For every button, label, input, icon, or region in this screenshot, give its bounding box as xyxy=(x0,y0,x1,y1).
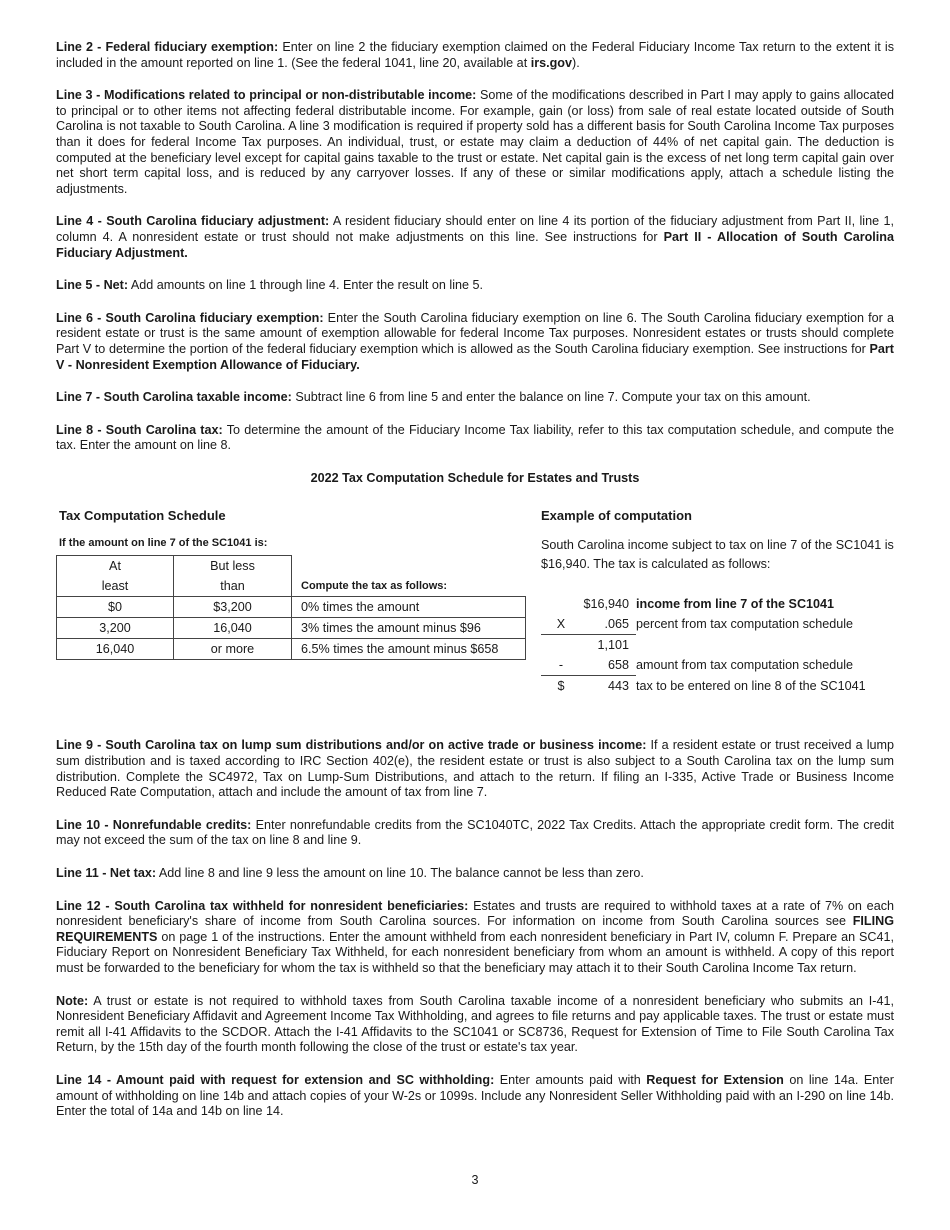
table-row: $0 $3,200 0% times the amount xyxy=(57,596,526,617)
line-11-label: Line 11 - Net tax: xyxy=(56,866,157,881)
line-7-paragraph: Line 7 - South Carolina taxable income: Subtract line 6 from line 5 and enter the balance on line 7. Compute your tax on this amount. xyxy=(56,390,811,405)
line-11-paragraph: Line 11 - Net tax: Add line 8 and line 9 less the amount on line 10. The balance cannot be less than zero. xyxy=(56,866,644,881)
example-row: $ 443 tax to be entered on line 8 of the SC1041 xyxy=(541,676,866,697)
table-header-row-2: least than Compute the tax as follows: xyxy=(57,576,526,597)
example-row: X .065 percent from tax computation schedule xyxy=(556,617,854,632)
line-9-paragraph: Line 9 - South Carolina tax on lump sum distributions and/or on active trade or business income: If a resident estate or trust received a lump sum distribution and is taxed according to IRC Section 402(e), the resident estate or trust is also subject to a South Carolina tax on the lump sum distribution. Complete the SC4972, Tax on Lump-Sum Distributions, and attach to the return. If filing an I-335, Active Trade or Business Income Reduced Rate Computation, attach and include the amount of tax from line 7. xyxy=(56,738,895,800)
line-5-label: Line 5 - Net: xyxy=(56,278,129,293)
table-row: 16,040 or more 6.5% times the amount minus $658 xyxy=(57,638,526,659)
line-10-paragraph: Line 10 - Nonrefundable credits: Enter nonrefundable credits from the SC1040TC, 2022 Tax Credits. Attach the appropriate credit form. The credit may not exceed the sum of the tax on line 8 and line 9. xyxy=(56,817,894,848)
page-number: 3 xyxy=(471,1173,479,1187)
irs-link-text: irs.gov xyxy=(530,55,572,70)
example-row: $16,940 income from line 7 of the SC1041 xyxy=(583,597,835,612)
document-page xyxy=(56,40,894,1137)
line-8-label: Line 8 - South Carolina tax: xyxy=(56,422,223,437)
col-less-than-header: But less xyxy=(174,555,292,576)
line-2-label: Line 2 - Federal fiduciary exemption: xyxy=(56,40,279,54)
line-4-label: Line 4 - South Carolina fiduciary adjustment: xyxy=(56,214,330,229)
line-7-label: Line 7 - South Carolina taxable income: xyxy=(56,390,292,405)
line-6-label: Line 6 - South Carolina fiduciary exemption: xyxy=(56,310,324,325)
example-row: 1,101 xyxy=(541,635,866,656)
note-paragraph: Note: A trust or estate is not required to withhold taxes from South Carolina taxable income of a nonresident beneficiary who submits an I-41, Nonresident Beneficiary Affidavit and Agreement Income Tax Withholding, and agrees to file returns and pay applicable taxes. The trust or estate must remit all I-41 Affidavits to the SCDOR. Attach the I-41 Affidavits to the SC1041 or SC8736, Request for Extension of Time to File South Carolina Tax Return, by the 15th day of the fourth month following the close of the trust or estate's tax year. xyxy=(56,993,894,1055)
schedule-header: Tax Computation Schedule xyxy=(59,508,226,524)
line-6-paragraph: Line 6 - South Carolina fiduciary exemption: Enter the South Carolina fiduciary exemption on line 6. The South Carolina fiduciary exemption for a resident estate or trust is the same amount of exemption allowable for federal Income Tax purposes. Nonresident estates or trusts should complete Part V to determine the portion of the federal fiduciary exemption which is allowed as the South Carolina fiduciary exemption. See instructions for Part V - Nonresident Exemption Allowance of Fiduciary. xyxy=(56,310,894,372)
example-table xyxy=(541,594,866,696)
line-12-label: Line 12 - South Carolina tax withheld for nonresident beneficiaries: xyxy=(56,898,469,913)
lines-top xyxy=(56,40,894,454)
tax-computation-section xyxy=(56,508,894,738)
table-row: 3,200 16,040 3% times the amount minus $96 xyxy=(57,617,526,638)
note-label: Note: xyxy=(56,993,89,1008)
line-2-paragraph: Line 2 - Federal fiduciary exemption: Enter on line 2 the fiduciary exemption claimed on the Federal Fiduciary Income Tax return to the extent it is included in the amount reported on line 1. (See the federal 1041, line 20, available at irs.gov). xyxy=(56,40,894,70)
lines-bottom xyxy=(56,738,894,1119)
line-9-label: Line 9 - South Carolina tax on lump sum distributions and/or on active trade or business income: xyxy=(56,738,647,753)
line-8-paragraph: Line 8 - South Carolina tax: To determine the amount of the Fiduciary Income Tax liability, refer to this tax computation schedule, and compute the tax. Enter the amount on line 8. xyxy=(56,422,894,453)
example-row: - 658 amount from tax computation schedule xyxy=(558,658,854,673)
example-intro: South Carolina income subject to tax on line 7 of the SC1041 is $16,940. The tax is calculated as follows: xyxy=(541,538,894,572)
line-3-paragraph: Line 3 - Modifications related to principal or non-distributable income: Some of the modifications described in Part I may apply to gains allocated to principal or to other items not affecting federal distributable income. For example, gain (or loss) from sale of real estate located outside of South Carolina is not taxable to South Carolina. A line 3 modification is required if property sold has a different basis for South Carolina Income Tax purposes than it does for federal Income Tax purposes. An individual, trust, or estate may claim a deduction of 44% of net capital gain. The deduction is computed at the beneficiary level except for capital gains taxable to the trust or estate. Net capital gain is the excess of net long term capital gain over net short term capital loss, and is reduced by any carryover losses. If any of these or similar modifications apply, attach a schedule listing the adjustments. xyxy=(56,88,894,196)
line-5-paragraph: Line 5 - Net: Add amounts on line 1 through line 4. Enter the result on line 5. xyxy=(56,278,484,293)
line-14-label: Line 14 - Amount paid with request for extension and SC withholding: xyxy=(56,1072,495,1087)
col-at-least-header: At xyxy=(57,555,174,576)
line-10-label: Line 10 - Nonrefundable credits: xyxy=(56,817,252,832)
schedule-title: 2022 Tax Computation Schedule for Estates and Trusts xyxy=(310,470,640,485)
col-compute-header: Compute the tax as follows: xyxy=(292,576,526,597)
schedule-subheader: If the amount on line 7 of the SC1041 is: xyxy=(59,537,268,550)
line-3-label: Line 3 - Modifications related to principal or non-distributable income: xyxy=(56,88,477,103)
line-12-paragraph: Line 12 - South Carolina tax withheld for nonresident beneficiaries: Estates and trusts are required to withhold taxes at a rate of 7% on each nonresident beneficiary's share of income from South Carolina sources. For information on income from South Carolina sources see FILING REQUIREMENTS on page 1 of the instructions. Enter the amount withheld from each nonresident beneficiary in Part IV, column F. Prepare an SC41, Fiduciary Report on Nonresident Beneficiary Tax Withheld, for each nonresident beneficiary from whom an amount is withheld. A copy of this report must be forwarded to the beneficiary for whom the tax is withheld so that the beneficiary may attach it to their South Carolina Income Tax return. xyxy=(56,898,894,975)
line-14-paragraph: Line 14 - Amount paid with request for extension and SC withholding: Enter amounts paid with Request for Extension on line 14a. Enter amount of withholding on line 14b and attach copies of your W-2s or 1099s. Include any Nonresident Seller Withholding paid with an I-290 on line 14b. Enter the total of 14a and 14b on line 14. xyxy=(56,1072,894,1119)
example-header: Example of computation xyxy=(541,508,692,524)
table-header-row-1 xyxy=(57,555,526,576)
line-4-paragraph: Line 4 - South Carolina fiduciary adjustment: A resident fiduciary should enter on line 4 its portion of the fiduciary adjustment from Part II, line 1, column 4. A nonresident estate or trust should not make adjustments on this line. See instructions for Part II - Allocation of South Carolina Fiduciary Adjustment. xyxy=(56,214,894,260)
schedule-table xyxy=(56,555,526,660)
tax-computation-schedule xyxy=(56,508,526,659)
example-computation xyxy=(541,508,901,696)
